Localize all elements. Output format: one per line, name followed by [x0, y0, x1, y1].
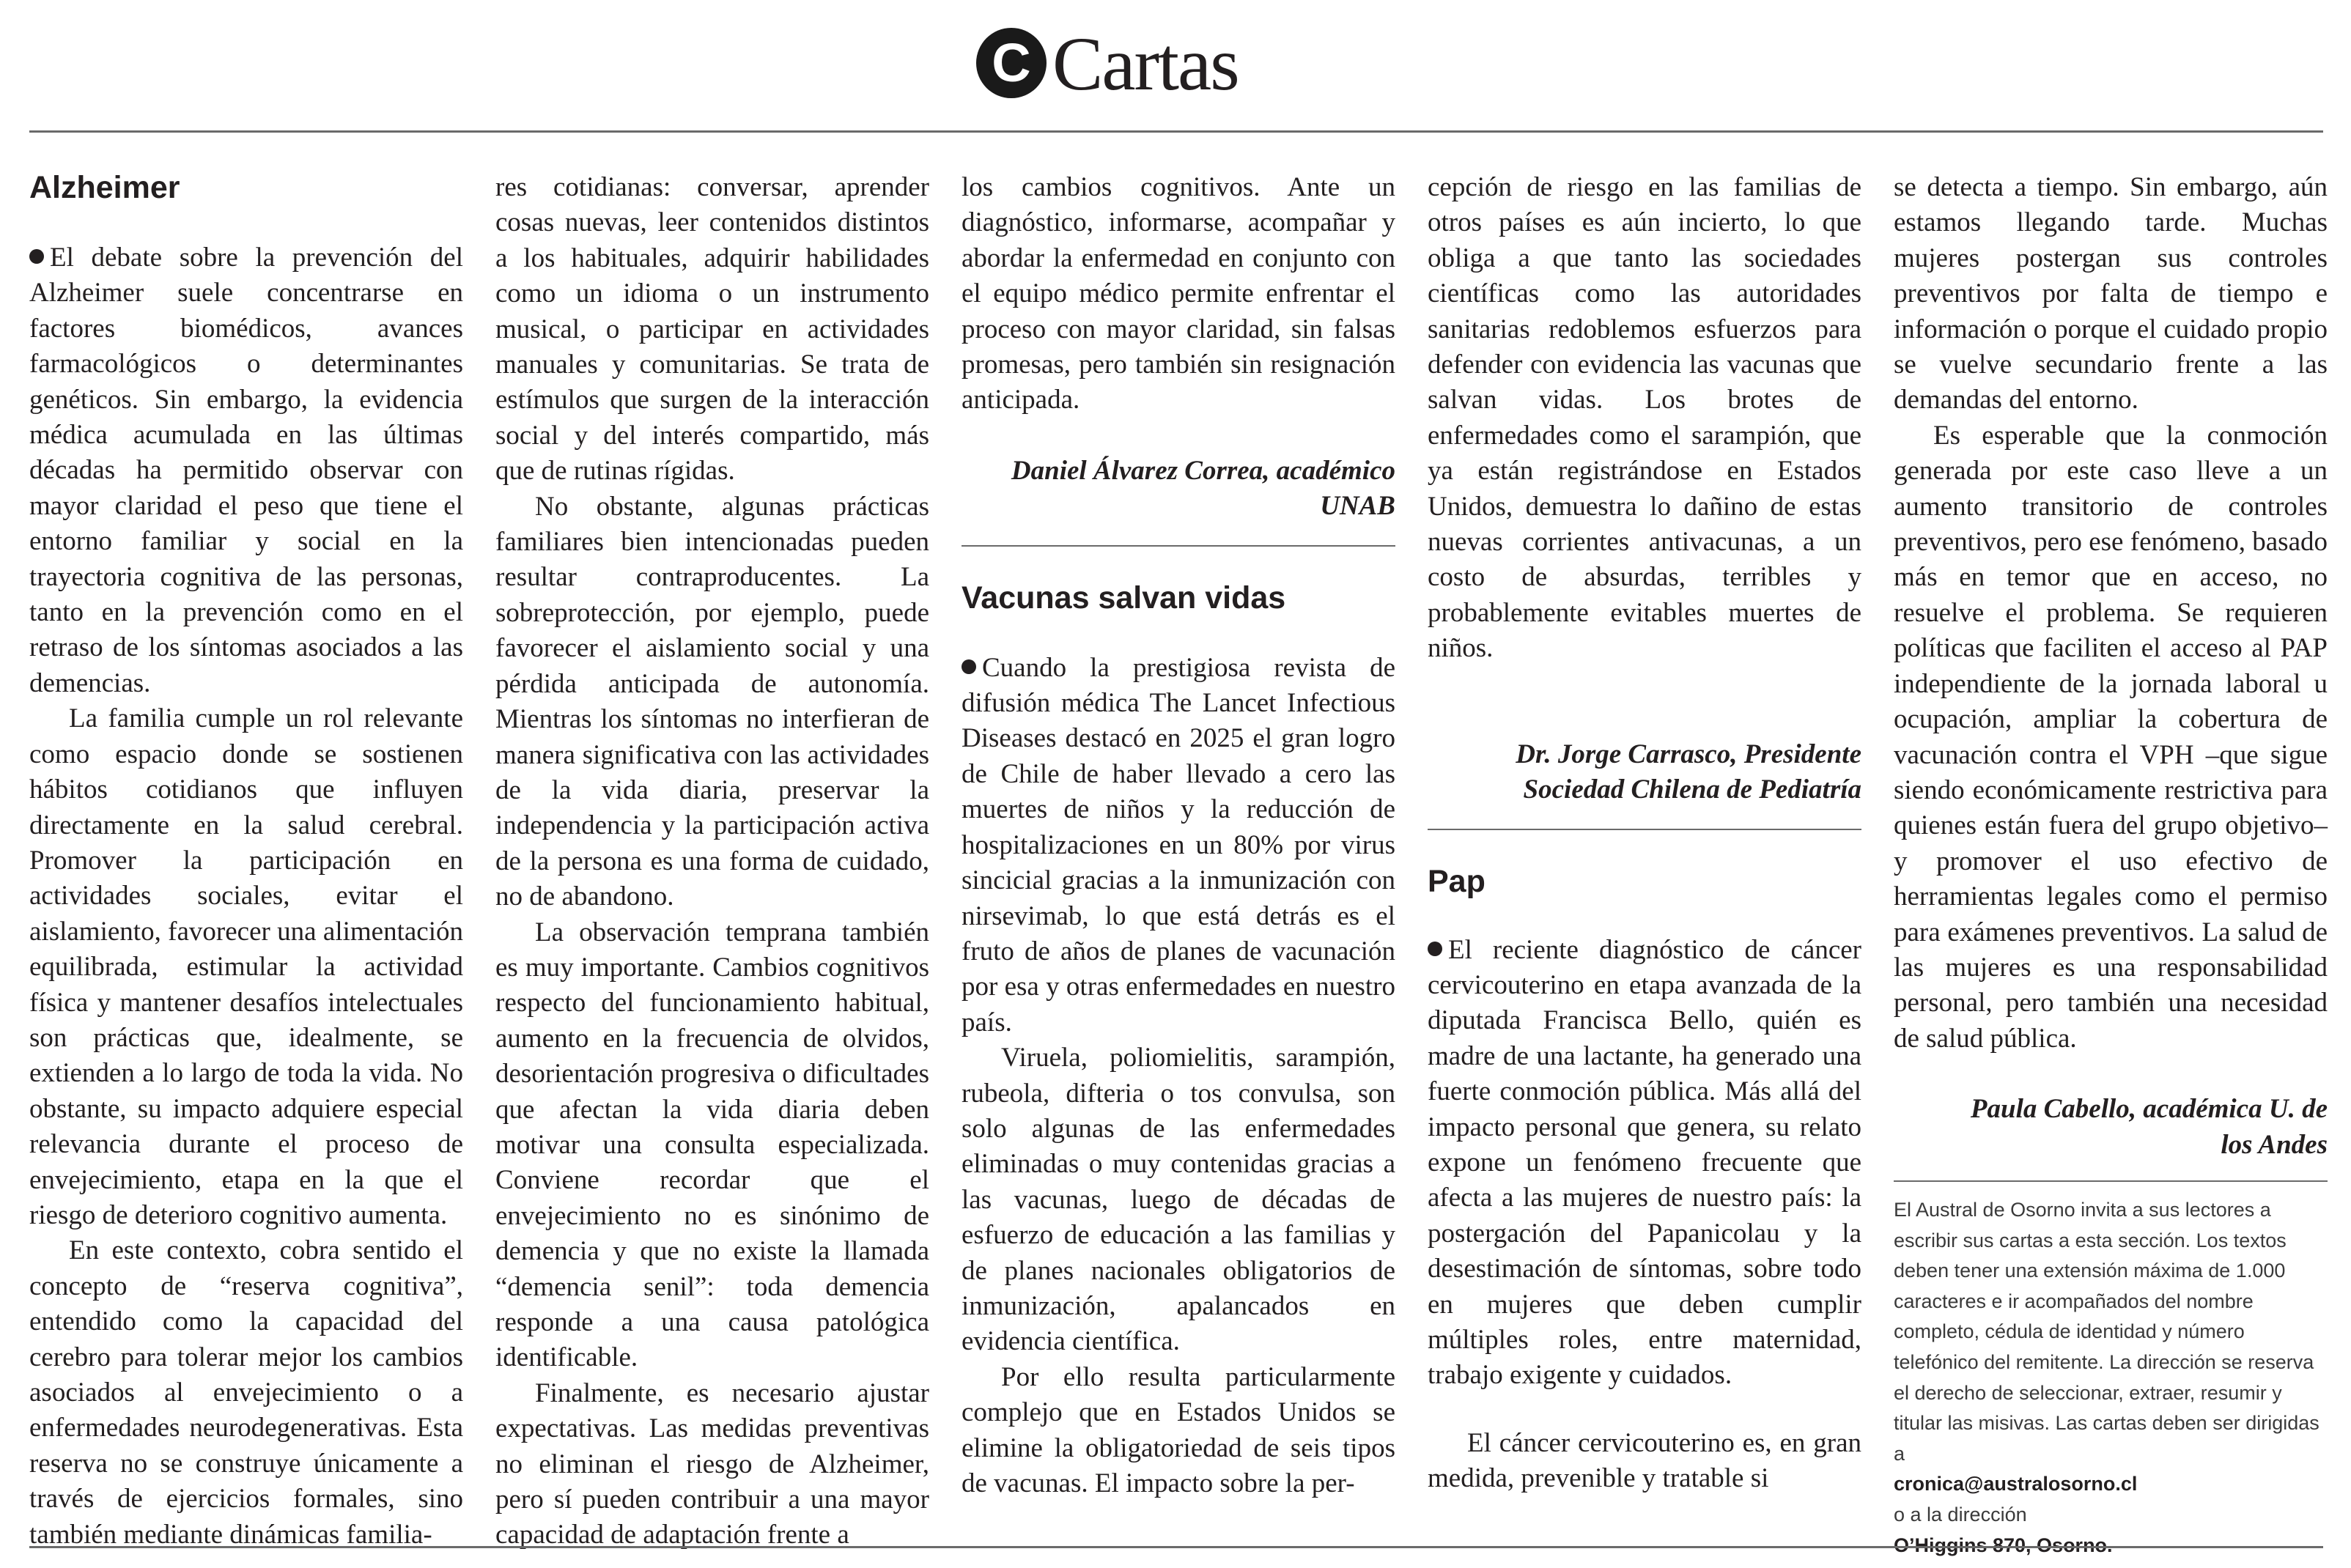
letter-paragraph [962, 651, 1395, 1040]
letter-paragraph [29, 240, 463, 701]
bullet-icon [1428, 942, 1442, 956]
paragraph-text: El reciente diagnóstico de cáncer cervicouterino en etapa avanzada de la diputada Francisca Bello, quién es madre de una lactante, ha generado una fuerte conmoción pública. Más allá del impacto personal que genera, su relato expone un fenómeno frecuente que afecta a las mujeres de nuestro país: la postergación del Papanicolau y la desestimación de síntomas, sobre todo en mujeres que deben cumplir múltiples roles, entre maternidad, trabajo exigente y cuidados. [1428, 934, 1861, 1391]
separator-spacer [1428, 808, 1861, 829]
letter-paragraph: Por ello resulta particularmente complejo que en Estados Unidos se elimine la obligatoriedad de seis tipos de vacunas. El impacto sobre la per- [962, 1361, 1395, 1498]
column-3 [962, 170, 1395, 1540]
column-1 [29, 170, 463, 1550]
letter-headline-pap: Pap [1428, 863, 1485, 899]
letter-paragraph: La familia cumple un rol relevante como espacio donde se sostienen hábitos cotidianos que influyen directamente en la salud cerebral. Promover la participación en actividades sociales, evitar el aislamiento, favorecer una alimentación equilibrada, estimular la actividad física y mantener desafíos intelectuales son prácticas que, idealmente, se extienden a lo largo de toda la vida. No obstante, su impacto adquiere especial relevancia durante el proceso de envejecimiento, etapa en la que el riesgo de deterioro cognitivo aumenta. [29, 703, 463, 1230]
submission-notice [1894, 1180, 2328, 1561]
separator-spacer [962, 525, 1395, 545]
column-2 [495, 170, 929, 1550]
letter-signature-alzheimer: Daniel Álvarez Correa, académico UNAB [1011, 455, 1395, 522]
notice-text: El Austral de Osorno invita a sus lectores a escribir sus cartas a esta sección. Los textos deben tener una extensión máxima de 1.000 caracteres e ir acompañados del nombre completo, cédula de identidad y número telefónico del remitente. La dirección se reserva el derecho de seleccionar, extraer, resumir y titular las misivas. Las cartas deben ser dirigidas a [1894, 1198, 2319, 1465]
letter-paragraph: No obstante, algunas prácticas familiares bien intencionadas pueden resultar contraproducentes. La sobreprotección, por ejemplo, puede favorecer el aislamiento social y una pérdida anticipada de autonomía. Mientras los síntomas no interfieran de manera significativa con las actividades de la vida diaria, preservar la independencia y la participación activa de la persona es una forma de cuidado, no de abandono. [495, 491, 929, 912]
letter-paragraph: los cambios cognitivos. Ante un diagnóstico, informarse, acompañar y abordar la enfermedad en conjunto con el equipo médico permite enfrentar el proceso con mayor claridad, sin falsas promesas, pero también sin resignación anticipada. [962, 172, 1395, 415]
paragraph-text: Cuando la prestigiosa revista de difusión médica The Lancet Infectious Diseases destacó en 2025 el gran logro de Chile de haber llevado a cero las muertes de niños y la reducción de hospitalizaciones en un 80% por virus sincicial gracias a la inmunización con nirsevimab, lo que está detrás es el fruto de años de planes de vacunación por esa y otras enfermedades en nuestro país. [962, 652, 1395, 1038]
newspaper-logo-icon: C [976, 28, 1047, 98]
letter-paragraph: se detecta a tiempo. Sin embargo, aún estamos llegando tarde. Muchas mujeres postergan sus controles preventivos por falta de tiempo e información o porque el cuidado propio se vuelve secundario frente a las demandas del entorno. [1894, 172, 2328, 415]
letter-paragraph: El cáncer cervicouterino es, en gran medida, prevenible y tratable si [1428, 1427, 1861, 1494]
column-4 [1428, 170, 1861, 1540]
signature-spacer [1894, 1057, 2328, 1092]
section-title: Cartas [1052, 22, 1239, 106]
headline-spacer [29, 207, 463, 240]
letter-headline-alzheimer: Alzheimer [29, 170, 180, 205]
letter-signature-pap: Paula Cabello, académica U. de los Andes [1970, 1094, 2328, 1160]
headline-spacer [962, 547, 1395, 579]
letter-paragraph: cepción de riesgo en las familias de otros países es aún incierto, lo que obliga a que tanto las sociedades científicas como las autoridades sanitarias redoblemos esfuerzos para defender con evidencia las vacunas que salvan vidas. Los brotes de enfermedades como el sarampión, que ya están registrándose en Estados Unidos, demuestra lo dañino de estas nuevas corrientes antivacunas, a un costo de absurdas, terribles y probablemente evitables muertes de niños. [1428, 172, 1861, 664]
bullet-icon [962, 659, 976, 674]
letter-paragraph: res cotidianas: conversar, aprender cosas nuevas, leer contenidos distintos a los habituales, adquirir habilidades como un idioma o un instrumento musical, o participar en actividades manuales y comunitarias. Se trata de estímulos que surgen de la interacción social y del interés compartido, más que de rutinas rígidas. [495, 172, 929, 487]
letter-paragraph: En este contexto, cobra sentido el concepto de “reserva cognitiva”, entendido como la capacidad del cerebro para tolerar mejor los cambios asociados al envejecimiento o a enfermedades neurodegenerativas. Esta reserva no se construye únicamente a través de ejercicios formales, sino también mediante dinámicas familia- [29, 1235, 463, 1550]
bullet-icon [29, 249, 44, 264]
letter-paragraph: Viruela, poliomielitis, sarampión, rubeola, difteria o tos convulsa, son solo algunas de las enfermedades eliminadas o muy contenidas gracias a las vacunas, luego de décadas de esfuerzo de educación a las familias y de planes nacionales obligatorios de inmunización, apalancados en evidencia científica. [962, 1043, 1395, 1357]
paragraph-spacer [1428, 1394, 1861, 1426]
notice-spacer [1894, 1163, 2328, 1180]
signature-spacer [1428, 667, 1861, 737]
notice-email-link[interactable]: cronica@australosorno.cl [1894, 1473, 2138, 1495]
headline-spacer [962, 617, 1395, 651]
letter-paragraph: La observación temprana también es muy importante. Cambios cognitivos respecto del funcionamiento habitual, aumento en la frecuencia de olvidos, desorientación progresiva o dificultades que afectan la vida diaria deben motivar una consulta especializada. Conviene recordar que el envejecimiento no es sinónimo de demencia y que no existe la llamada “demencia senil”: toda demencia responde a una causa patológica identificable. [495, 917, 929, 1373]
letter-paragraph: Finalmente, es necesario ajustar expectativas. Las medidas preventivas no eliminan el riesgo de Alzheimer, pero sí pueden contribuir a una mayor capacidad de adaptación frente a [495, 1377, 929, 1550]
letter-headline-vacunas: Vacunas salvan vidas [962, 580, 1286, 615]
headline-spacer [1428, 901, 1861, 933]
letter-paragraph: Es esperable que la conmoción generada por este caso lleve a un aumento transitorio de controles preventivos, pero ese fenómeno, basado más en temor que en acceso, no resuelve el problema. Se requieren políticas que faciliten el acceso al PAP independiente de la jornada laboral u ocupación, ampliar la cobertura de vacunación contra el VPH –que sigue siendo económicamente restrictiva para quienes están fuera del grupo objetivo– y promover el uso efectivo de herramientas legales como el permiso para exámenes preventivos. La salud de las mujeres es una responsabilidad personal, pero también una necesidad de salud pública. [1894, 420, 2328, 1054]
paragraph-text: El debate sobre la prevención del Alzheimer suele concentrarse en factores biomédicos, avances farmacológicos o determinantes genéticos. Sin embargo, la evidencia médica acumulada en las últimas décadas ha permitido observar con mayor claridad el peso que tiene el entorno familiar y social en la trayectoria cognitiva de las personas, tanto en la prevención como en el retraso de los síntomas asociados a las demencias. [29, 243, 463, 698]
notice-or-address: o a la dirección [1894, 1503, 2027, 1526]
bottom-divider [29, 1546, 2323, 1548]
masthead [0, 15, 2351, 117]
headline-spacer [1428, 830, 1861, 862]
notice-address: O’Higgins 870, Osorno. [1894, 1534, 2113, 1556]
top-divider [29, 130, 2323, 133]
signature-spacer [962, 418, 1395, 454]
letter-paragraph [1428, 933, 1861, 1394]
letter-signature-vacunas: Dr. Jorge Carrasco, Presidente Sociedad Chilena de Pediatría [1516, 739, 1861, 805]
column-5 [1894, 170, 2328, 1556]
